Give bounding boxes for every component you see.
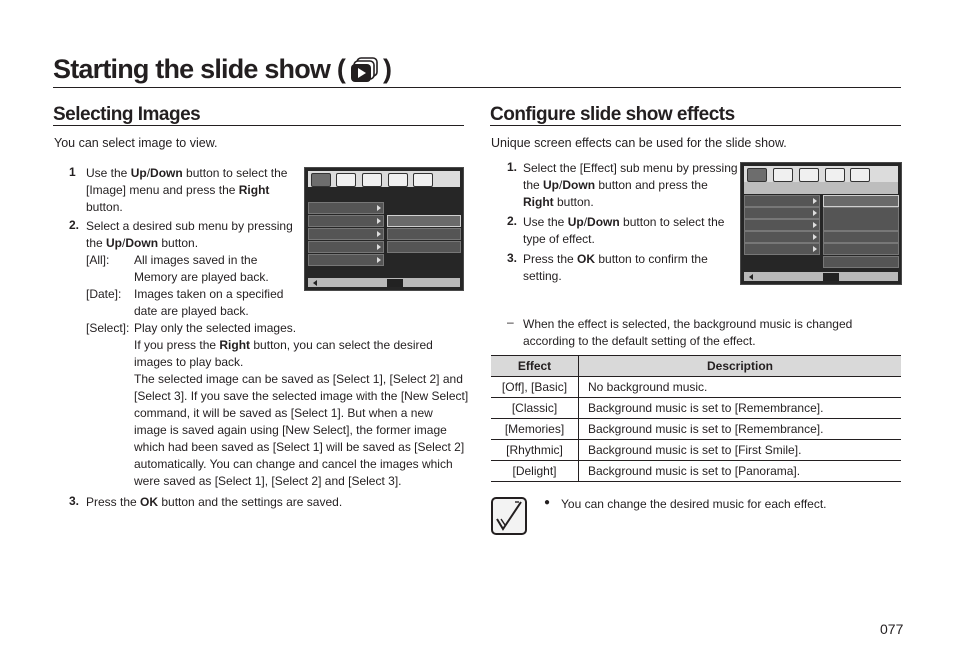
image-tab-icon: [311, 173, 331, 187]
menu-row: [744, 243, 820, 255]
tip-bullet: ●: [544, 497, 551, 508]
screen-bottom-bar: [308, 278, 460, 287]
tip-text: You can change the desired music for each effect.: [561, 497, 827, 511]
table-row: [491, 377, 901, 398]
settings-tab-icon: [850, 168, 870, 182]
image-tab-icon: [747, 168, 767, 182]
sound-tab-icon: [799, 168, 819, 182]
effects-table: [491, 355, 901, 482]
option-description-line: image is saved again using [New Select], the former image: [134, 423, 447, 437]
left-intro: You can select image to view.: [54, 136, 218, 150]
effect-option: [823, 243, 899, 255]
play-tab-icon: [336, 173, 356, 187]
step-text-line: Select the [Effect] sub menu by pressing: [523, 161, 738, 175]
title-rule: [53, 87, 901, 88]
ok-key-icon: [823, 273, 839, 281]
note-text-line: according to the default setting of the effect.: [523, 334, 756, 348]
page-title: [53, 54, 391, 85]
option-description-line: [Select 3]. If you save the selected image with the [New Select]: [134, 389, 469, 403]
menu-row: [308, 215, 384, 227]
step-number: 1.: [507, 160, 518, 174]
submenu-row: [387, 228, 461, 240]
step-text-line: setting.: [523, 269, 562, 283]
option-description-line: command, it will be saved as [Select 1]. But when a new: [134, 406, 433, 420]
step-number: 3.: [69, 494, 80, 508]
submenu-row-selected: [387, 215, 461, 227]
back-arrow-icon: [313, 280, 317, 286]
submenu-row: [387, 241, 461, 253]
step-text-line: Right button.: [523, 195, 594, 209]
description-cell: Background music is set to [Panorama].: [579, 461, 902, 482]
step-text-line: button.: [86, 200, 123, 214]
right-intro: Unique screen effects can be used for the slide show.: [491, 136, 787, 150]
effect-cell: [Memories]: [491, 419, 579, 440]
slideshow-play-icon: [349, 56, 379, 84]
page-number: 077: [880, 621, 904, 637]
option-description-line: were saved as [Select 1], [Select 2] and [Select 3].: [134, 474, 402, 488]
option-description-line: Images taken on a specified: [134, 287, 284, 301]
menu-row: [308, 241, 384, 253]
table-row: [491, 461, 901, 482]
step-text-line: Use the Up/Down button to select the: [523, 215, 725, 229]
effect-cell: [Off], [Basic]: [491, 377, 579, 398]
step-text-line: [Image] menu and press the Right: [86, 183, 270, 197]
note-checkmark-icon: [491, 497, 527, 535]
option-key: [All]:: [86, 253, 110, 267]
section-rule-left: [53, 125, 464, 126]
dash-mark: –: [507, 315, 514, 329]
step-number: 3.: [507, 251, 518, 265]
effect-cell: [Rhythmic]: [491, 440, 579, 461]
play-tab-icon: [773, 168, 793, 182]
menu-tab-bar: [744, 166, 898, 182]
sound-tab-icon: [362, 173, 382, 187]
settings-tab-icon: [413, 173, 433, 187]
option-description-line: All images saved in the: [134, 253, 258, 267]
option-description-line: which had been saved as [Select 1] will be saved as [Select 2]: [134, 440, 465, 454]
page-title-prefix: Starting the slide show (: [53, 54, 346, 84]
camera-menu-screen-image: [304, 167, 464, 291]
option-description-line: images to play back.: [134, 355, 244, 369]
effect-option: [823, 231, 899, 243]
screen-bottom-bar: [744, 272, 898, 281]
option-key: [Select]:: [86, 321, 130, 335]
step-text-line: the Up/Down button and press the: [523, 178, 708, 192]
display-tab-icon: [825, 168, 845, 182]
table-header-description: Description: [579, 356, 902, 377]
section-rule-right: [490, 125, 901, 126]
display-tab-icon: [388, 173, 408, 187]
description-cell: Background music is set to [Remembrance].: [579, 419, 902, 440]
menu-row: [744, 207, 820, 219]
section-heading-selecting-images: Selecting Images: [53, 104, 201, 125]
step-number: 2.: [69, 218, 80, 232]
option-description-line: The selected image can be saved as [Select 1], [Select 2] and: [134, 372, 463, 386]
ok-key-icon: [387, 279, 403, 287]
description-cell: No background music.: [579, 377, 902, 398]
menu-row: [308, 254, 384, 266]
menu-row: [308, 228, 384, 240]
step-text-line: type of effect.: [523, 232, 595, 246]
menu-tab-bar: [308, 171, 460, 187]
description-cell: Background music is set to [Remembrance].: [579, 398, 902, 419]
option-description-line: Memory are played back.: [134, 270, 269, 284]
table-row: [491, 440, 901, 461]
step-number: 2.: [507, 214, 518, 228]
back-arrow-icon: [749, 274, 753, 280]
step-text-line: the Up/Down button.: [86, 236, 199, 250]
effects-table-body: [491, 377, 901, 482]
option-description-line: If you press the Right button, you can select the desired: [134, 338, 433, 352]
step-text-line: Select a desired sub menu by pressing: [86, 219, 293, 233]
option-description-line: automatically. You can change and cancel the images which: [134, 457, 453, 471]
table-header-row: [491, 356, 901, 377]
step-text-line: Use the Up/Down button to select the: [86, 166, 288, 180]
option-key: [Date]:: [86, 287, 122, 301]
menu-row: [744, 195, 820, 207]
option-description-line: Play only the selected images.: [134, 321, 297, 335]
effect-option: [823, 207, 899, 231]
screen-header-strip: [744, 182, 898, 194]
step-text-line: Press the OK button and the settings are saved.: [86, 495, 343, 509]
step-text-line: Press the OK button to confirm the: [523, 252, 708, 266]
menu-row: [744, 231, 820, 243]
section-heading-configure-effects: Configure slide show effects: [490, 104, 735, 125]
camera-effect-screen-image: [740, 162, 902, 285]
table-row: [491, 419, 901, 440]
note-text-line: When the effect is selected, the background music is changed: [523, 317, 853, 331]
step-number: 1: [69, 165, 76, 179]
table-row: [491, 398, 901, 419]
menu-row: [744, 219, 820, 231]
effect-option: [823, 256, 899, 268]
menu-row: [308, 202, 384, 214]
description-cell: Background music is set to [First Smile].: [579, 440, 902, 461]
page-title-suffix: ): [383, 54, 392, 84]
effect-cell: [Delight]: [491, 461, 579, 482]
option-description-line: date are played back.: [134, 304, 249, 318]
table-header-effect: Effect: [491, 356, 579, 377]
effect-cell: [Classic]: [491, 398, 579, 419]
effect-option-selected: [823, 195, 899, 207]
